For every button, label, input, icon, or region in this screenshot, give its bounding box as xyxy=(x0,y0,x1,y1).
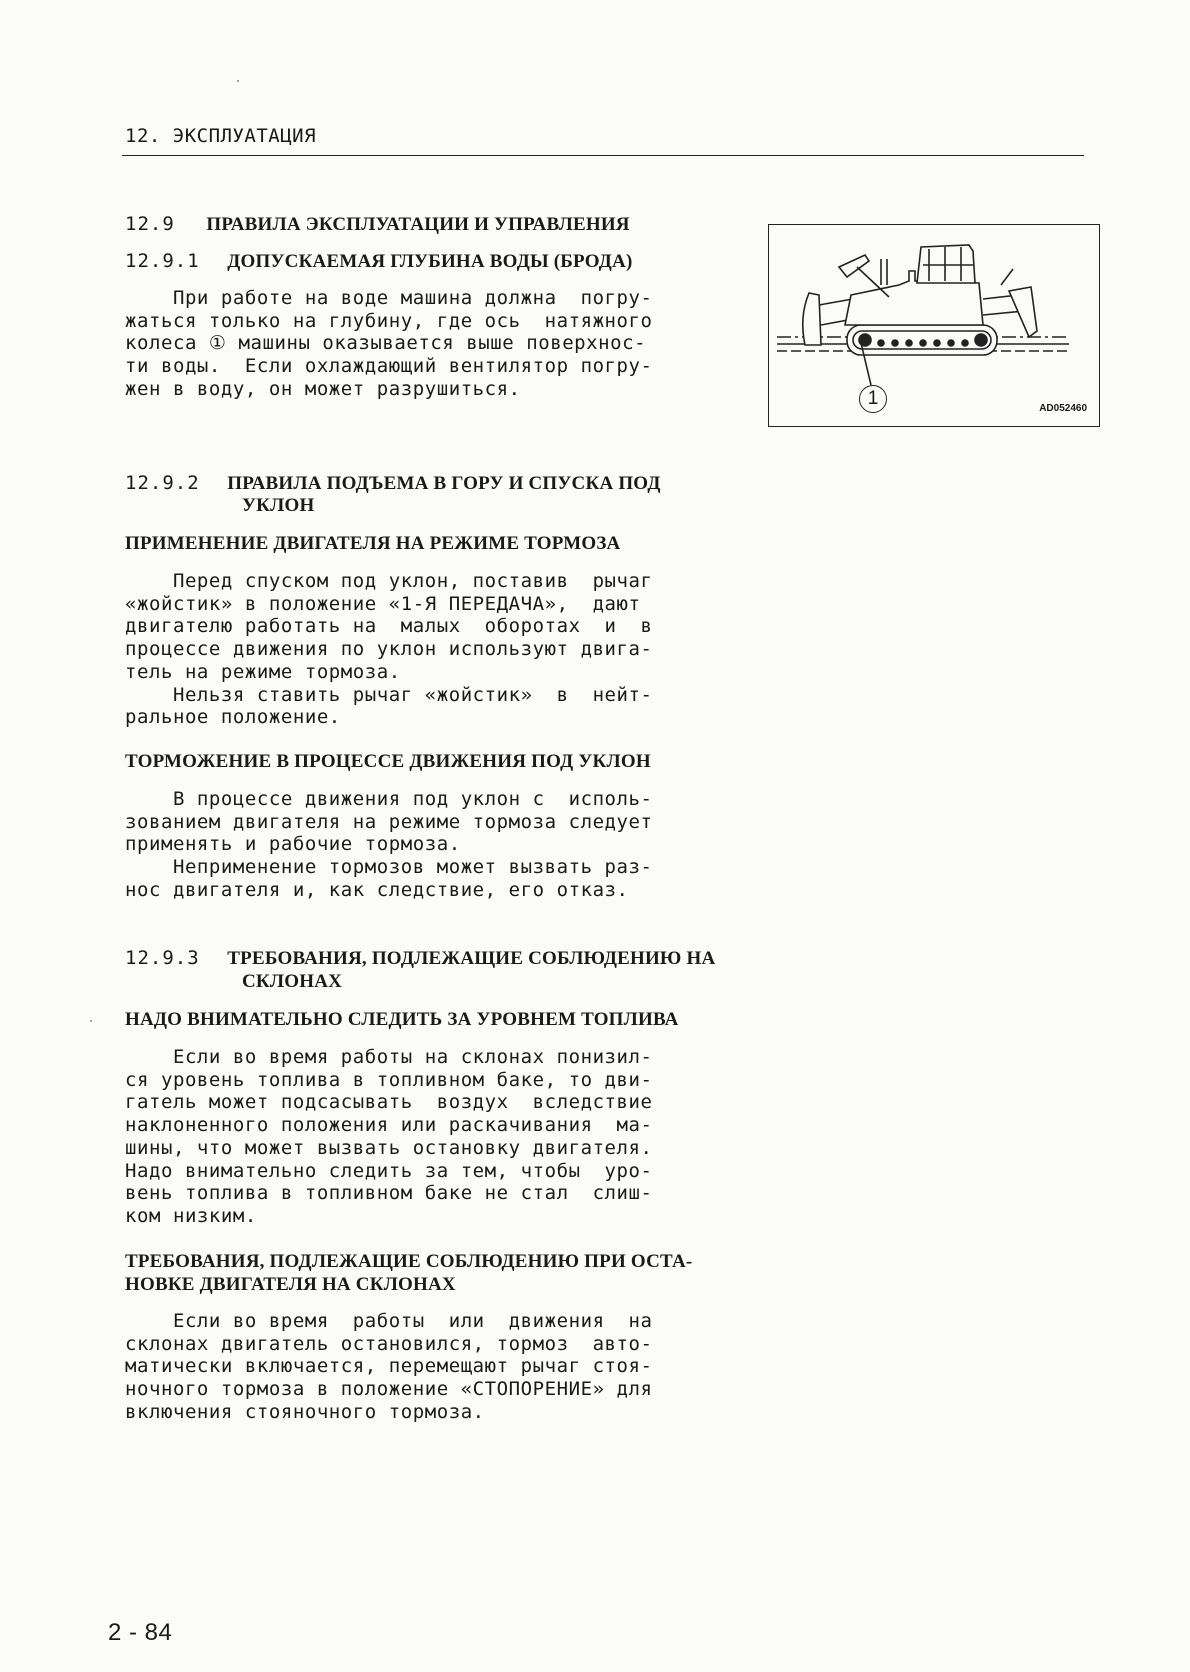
section-number: 12.9.2 xyxy=(125,472,200,494)
subsection-fuel-level-title: НАДО ВНИМАТЕЛЬНО СЛЕДИТЬ ЗА УРОВНЕМ ТОПЛИВА xyxy=(125,1009,679,1030)
text-line: процессе движения по уклон используют двига- xyxy=(125,638,653,661)
subsection-downhill-braking-title: ТОРМОЖЕНИЕ В ПРОЦЕССЕ ДВИЖЕНИЯ ПОД УКЛОН xyxy=(125,751,651,772)
text-line: нос двигателя и, как следствие, его отказ. xyxy=(125,878,629,901)
text-line: двигателю работать на малых оборотах и в xyxy=(125,615,653,638)
text-line: тель на режиме тормоза. xyxy=(125,660,401,683)
text-line: ком низким. xyxy=(125,1204,257,1227)
subsection-engine-stop-title: ТРЕБОВАНИЯ, ПОДЛЕЖАЩИЕ СОБЛЮДЕНИЮ ПРИ ОСТА- xyxy=(125,1251,693,1272)
section-number: 12.9.3 xyxy=(125,947,200,969)
text-line: В процессе движения под уклон с исполь- xyxy=(125,788,653,810)
paragraph-fuel-level xyxy=(125,1046,767,1228)
section-12-9-1-heading xyxy=(125,250,633,273)
bulldozer-figure xyxy=(768,224,1100,427)
text-line: «жойстик» в положение «1-Я ПЕРЕДАЧА», дают xyxy=(125,592,641,615)
section-12-9-3-heading xyxy=(125,947,715,970)
paragraph-engine-braking xyxy=(125,570,767,729)
scan-speck xyxy=(237,80,239,82)
subsection-engine-braking-title: ПРИМЕНЕНИЕ ДВИГАТЕЛЯ НА РЕЖИМЕ ТОРМОЗА xyxy=(125,533,621,554)
text-line: жаться только на глубину, где ось натяжного xyxy=(125,309,653,332)
text-line: жен в воду, он может разрушиться. xyxy=(125,377,521,400)
paragraph-water-depth xyxy=(125,287,767,401)
text-line: Если во время работы на склонах понизил- xyxy=(125,1046,653,1068)
text-line: зованием двигателя на режиме тормоза следует xyxy=(125,810,653,833)
text-line: матически включается, перемещают рычаг стоя- xyxy=(125,1355,653,1378)
callout-marker: 1 xyxy=(859,385,887,413)
text-line: применять и рабочие тормоза. xyxy=(125,833,461,856)
text-line: Неприменение тормозов может вызвать раз- xyxy=(125,856,653,879)
text-line: колеса ① машины оказывается выше поверхнос- xyxy=(125,332,647,355)
text-line: Перед спуском под уклон, поставив рычаг xyxy=(125,570,653,592)
section-title: ПРАВИЛА ПОДЪЕМА В ГОРУ И СПУСКА ПОД xyxy=(227,473,661,494)
bulldozer-illustration xyxy=(769,225,1099,426)
text-line: ся уровень топлива в топливном баке, то дви- xyxy=(125,1068,653,1091)
text-line: наклоненного положения или раскачивания ма- xyxy=(125,1114,653,1137)
text-line: ночного тормоза в положение «СТОПОРЕНИЕ» для xyxy=(125,1378,653,1401)
subsection-engine-stop-title-continued: НОВКЕ ДВИГАТЕЛЯ НА СКЛОНАХ xyxy=(125,1274,456,1295)
section-number: 12.9 xyxy=(125,213,175,235)
text-line: Нельзя ставить рычаг «жойстик» в нейт- xyxy=(125,683,653,706)
paragraph-downhill-braking xyxy=(125,788,767,902)
text-line: гатель может подсасывать воздух вследствие xyxy=(125,1091,653,1114)
text-line: ти воды. Если охлаждающий вентилятор погру- xyxy=(125,355,653,378)
text-line: шины, что может вызвать остановку двигателя. xyxy=(125,1136,653,1159)
section-title-continued: УКЛОН xyxy=(242,495,315,516)
chapter-header-text: 12. ЭКСПЛУАТАЦИЯ xyxy=(125,125,317,147)
section-number: 12.9.1 xyxy=(125,250,200,272)
figure-code: AD052460 xyxy=(1039,403,1087,414)
text-line: Надо внимательно следить за тем, чтобы уро- xyxy=(125,1159,653,1182)
text-line: ральное положение. xyxy=(125,706,341,729)
chapter-header xyxy=(125,125,316,147)
text-line: вень топлива в топливном баке не стал слиш- xyxy=(125,1182,653,1205)
text-line: включения стояночного тормоза. xyxy=(125,1400,485,1423)
text-line: При работе на воде машина должна погру- xyxy=(125,287,653,309)
section-title-continued: СКЛОНАХ xyxy=(242,971,343,992)
section-title: ТРЕБОВАНИЯ, ПОДЛЕЖАЩИЕ СОБЛЮДЕНИЮ НА xyxy=(227,948,716,969)
text-line: Если во время работы или движения на xyxy=(125,1310,653,1332)
section-title: ДОПУСКАЕМАЯ ГЛУБИНА ВОДЫ (БРОДА) xyxy=(227,251,633,272)
header-rule xyxy=(122,155,1084,156)
text-line: склонах двигатель остановился, тормоз авто- xyxy=(125,1332,653,1355)
page-number: 2 - 84 xyxy=(108,1619,173,1646)
section-title: ПРАВИЛА ЭКСПЛУАТАЦИИ И УПРАВЛЕНИЯ xyxy=(206,214,630,235)
section-12-9-2-heading xyxy=(125,472,661,495)
section-12-9-heading xyxy=(125,213,630,236)
paragraph-engine-stop xyxy=(125,1310,767,1424)
scan-speck xyxy=(90,1020,92,1022)
